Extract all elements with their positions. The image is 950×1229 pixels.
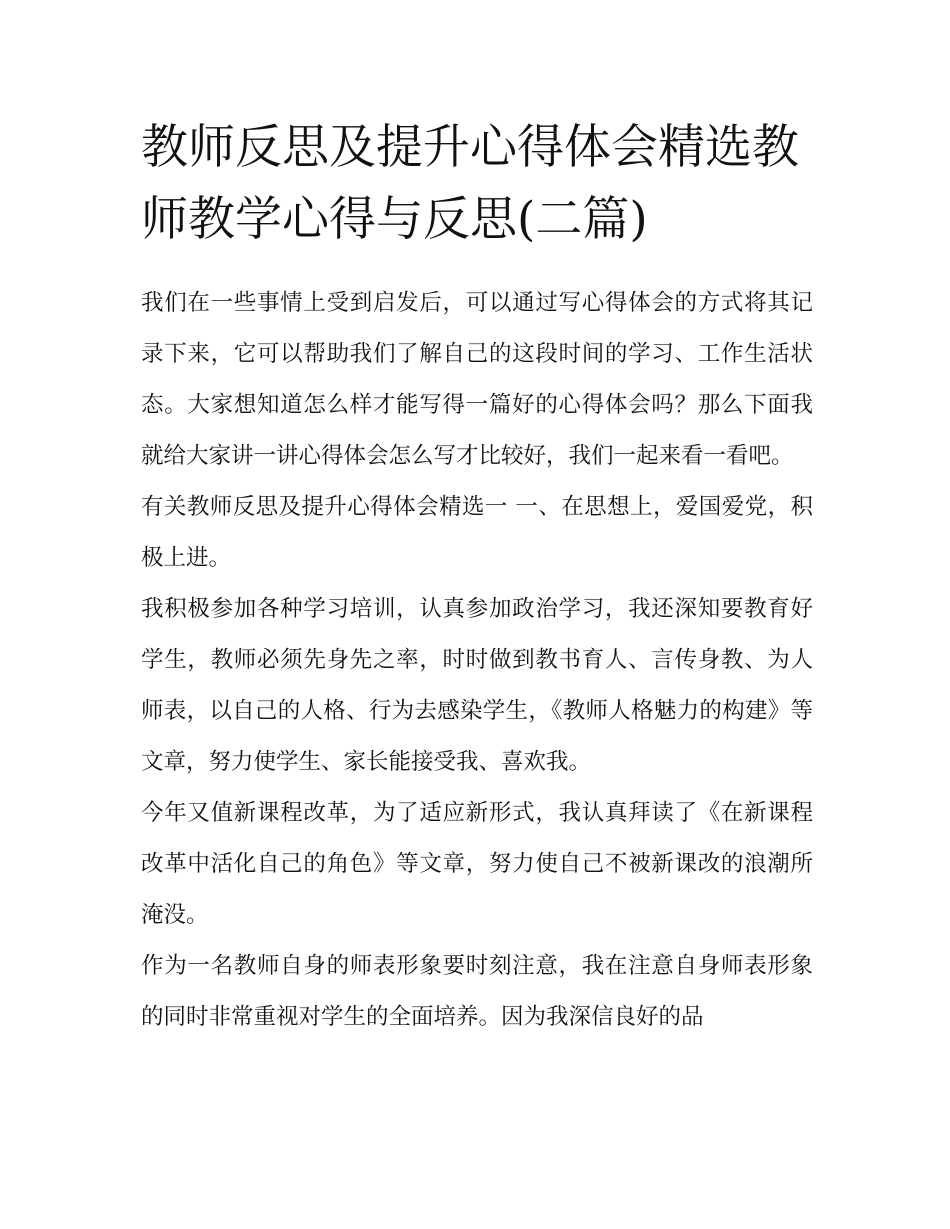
document-title: 教师反思及提升心得体会精选教师教学心得与反思(二篇) <box>141 120 799 247</box>
paragraph-study-training: 我积极参加各种学习培训，认真参加政治学习，我还深知要教育好学生，教师必须先身先之率，时时做到教书育人、言传身教、为人师表，以自己的人格、行为去感染学生，《教师人格魅力的构建》等文章，努力使学生、家长能接受我、喜欢我。 <box>141 596 813 775</box>
document-page <box>141 112 813 1043</box>
paragraph-teacher-image: 作为一名教师自身的师表形象要时刻注意，我在注意自身师表形象的同时非常重视对学生的全面培养。因为我深信良好的品 <box>141 953 813 1030</box>
document-body <box>141 278 813 1043</box>
paragraph-curriculum-reform: 今年又值新课程改革，为了适应新形式，我认真拜读了《在新课程改革中活化自己的角色》等文章，努力使自己不被新课改的浪潮所淹没。 <box>141 800 813 928</box>
paragraph-section-one: 有关教师反思及提升心得体会精选一 一、在思想上，爱国爱党，积极上进。 <box>141 494 813 571</box>
paragraph-intro: 我们在一些事情上受到启发后，可以通过写心得体会的方式将其记录下来，它可以帮助我们了解自己的这段时间的学习、工作生活状态。大家想知道怎么样才能写得一篇好的心得体会吗？那么下面我就给大家讲一讲心得体会怎么写才比较好，我们一起来看一看吧。 <box>141 290 813 469</box>
